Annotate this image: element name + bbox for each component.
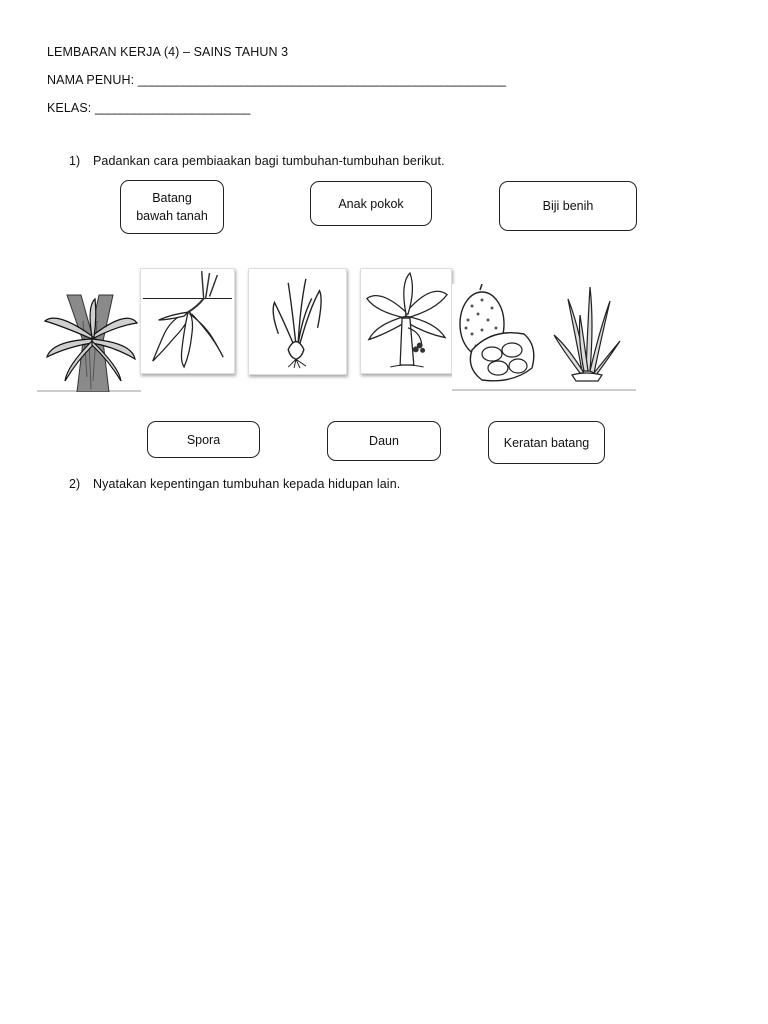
name-blank: _________________________________________________________: [137, 73, 506, 87]
question-2-text: Nyatakan kepentingan tumbuhan kepada hidupan lain.: [93, 477, 401, 491]
durian-fruit-icon: [452, 284, 540, 391]
snake-plant-icon: [538, 279, 636, 391]
box-batang-bawah-tanah: [120, 180, 224, 234]
class-row: [47, 101, 250, 115]
box-daun: Daun: [327, 421, 441, 461]
question-2-number: 2): [69, 477, 81, 491]
question-1-text: Padankan cara pembiaakan bagi tumbuhan-tumbuhan berikut.: [93, 154, 445, 168]
box-label-line-1: Batang: [152, 191, 192, 205]
question-1-number: 1): [69, 154, 81, 168]
onion-bulb-icon: [248, 268, 347, 375]
name-row: [47, 73, 506, 87]
banana-plant-icon: [360, 268, 452, 374]
class-blank: ________________________: [94, 101, 250, 115]
tapioca-root-icon: [140, 268, 235, 374]
fern-on-tree-icon: [37, 281, 141, 392]
box-spora: Spora: [147, 421, 260, 458]
name-label: NAMA PENUH:: [47, 73, 135, 87]
worksheet-title: LEMBARAN KERJA (4) – SAINS TAHUN 3: [47, 45, 289, 59]
box-biji-benih: Biji benih: [499, 181, 637, 231]
class-label: KELAS:: [47, 101, 92, 115]
box-label-line-2: bawah tanah: [136, 209, 208, 223]
box-anak-pokok: Anak pokok: [310, 181, 432, 226]
box-keratan-batang: Keratan batang: [488, 421, 605, 464]
